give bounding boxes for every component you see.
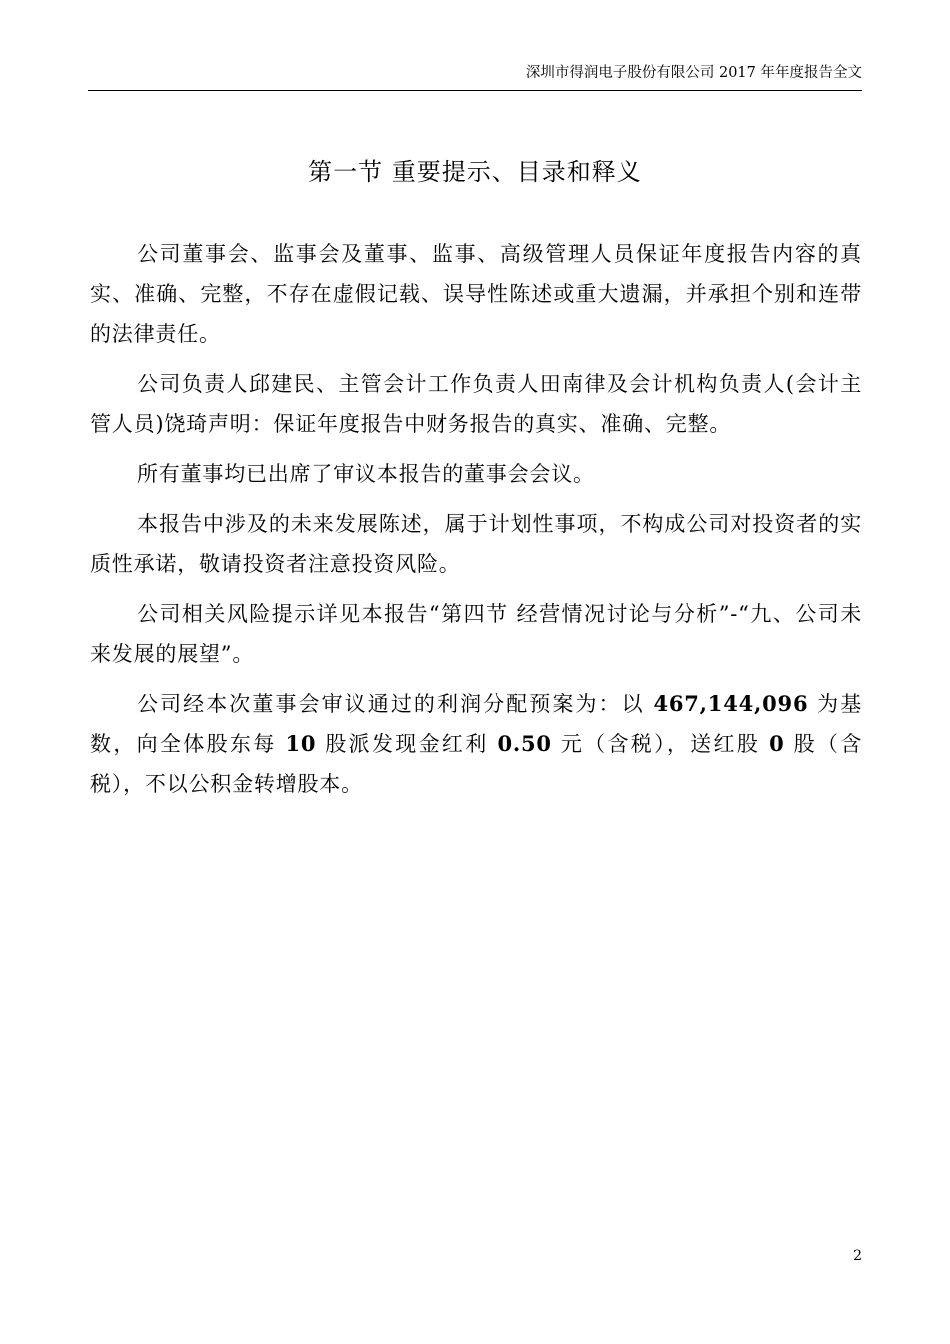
profit-distribution-text-3: 股派发现金红利 bbox=[316, 732, 498, 756]
profit-distribution-text-2: 为基数，向全体股东每 bbox=[90, 692, 863, 756]
bonus-shares-value: 0 bbox=[769, 731, 785, 756]
profit-distribution-paragraph bbox=[90, 684, 862, 804]
page-number: 2 bbox=[853, 1248, 862, 1264]
responsibility-statement-paragraph: 公司董事会、监事会及董事、监事、高级管理人员保证年度报告内容的真实、准确、完整，不存在虚假记载、误导性陈述或重大遗漏，并承担个别和连带的法律责任。 bbox=[90, 242, 862, 346]
per-shares-value: 10 bbox=[285, 731, 317, 756]
cash-dividend-value: 0.50 bbox=[497, 731, 552, 756]
section-title: 第一节 重要提示、目录和释义 bbox=[308, 158, 642, 186]
page-header bbox=[88, 64, 862, 91]
header-text: 深圳市得润电子股份有限公司 2017 年年度报告全文 bbox=[525, 65, 862, 81]
base-shares-value: 467,144,096 bbox=[653, 691, 809, 716]
profit-distribution-text-1: 公司经本次董事会审议通过的利润分配预案为：以 bbox=[137, 692, 654, 716]
profit-distribution-text-4: 元（含税），送红股 bbox=[551, 732, 770, 756]
forward-looking-statement-paragraph: 本报告中涉及的未来发展陈述，属于计划性事项，不构成公司对投资者的实质性承诺，敬请投资者注意投资风险。 bbox=[90, 512, 862, 576]
profit-distribution-text-5: 股（含税），不以公积金转增股本。 bbox=[90, 732, 862, 796]
financial-report-declaration-paragraph: 公司负责人邱建民、主管会计工作负责人田南律及会计机构负责人(会计主管人员)饶琦声明：保证年度报告中财务报告的真实、准确、完整。 bbox=[90, 372, 862, 436]
risk-notice-paragraph: 公司相关风险提示详见本报告“第四节 经营情况讨论与分析”-“九、公司未来发展的展望”。 bbox=[90, 602, 862, 666]
board-attendance-paragraph: 所有董事均已出席了审议本报告的董事会会议。 bbox=[137, 462, 595, 486]
document-body bbox=[90, 234, 862, 814]
